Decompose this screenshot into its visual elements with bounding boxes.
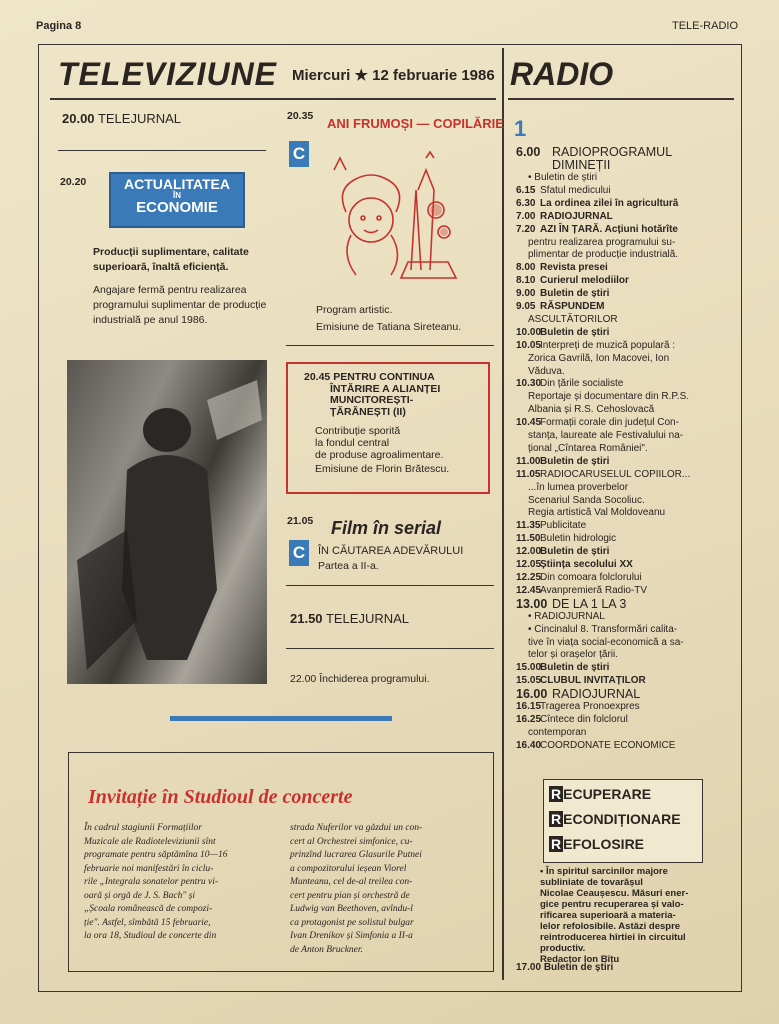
radio-entry [516, 714, 726, 726]
time: 10.00 [516, 326, 542, 338]
text: RĂSPUNDEM [540, 301, 605, 312]
radio-entry [516, 572, 726, 584]
rrr-letter: R [551, 836, 562, 852]
time: 15.00 [516, 662, 542, 674]
blue-rule [170, 716, 392, 721]
text-line: cert al Orchestrei simfonice, cu- [290, 836, 413, 847]
radio-entry [516, 611, 726, 623]
text: Buletin de știri [540, 455, 610, 467]
rrr-letter: R [551, 811, 562, 827]
text-line: ție". Astfel, sîmbătă 15 februarie, [84, 917, 211, 928]
text: Scenariul Sanda Socoliuc. [528, 494, 645, 506]
tv-entry-telejurnal-2 [290, 611, 409, 626]
concert-col1 [84, 822, 280, 944]
radio-entry [516, 546, 726, 558]
text: Buletin de știri [540, 546, 610, 558]
radio-entry [516, 598, 726, 611]
time: 10.05 [516, 339, 542, 351]
alianta-title-l2: ÎNTĂRIRE A ALIANȚEI [330, 382, 441, 395]
radio-entry [516, 172, 726, 184]
alianta-title [304, 372, 440, 418]
radio-entry [516, 237, 726, 249]
text-line: productiv. [540, 943, 586, 954]
text-line: Muzicale ale Radioteleviziunii sînt [84, 836, 216, 847]
radio-entry [516, 507, 726, 519]
tv-entry-telejurnal-1 [62, 111, 181, 126]
text: Albania și R.S. Cehoslovacă [528, 404, 655, 416]
text: telor și orașelor țării. [528, 649, 619, 661]
time: 12.25 [516, 571, 542, 583]
text: Cîntece din folclorul [540, 714, 628, 725]
text-line: Nicolae Ceaușescu. Măsuri ener- [540, 888, 689, 899]
text: DE LA 1 LA 3 [552, 596, 627, 611]
text-line: de Anton Bruckner. [290, 944, 363, 955]
text: • RADIOJURNAL [528, 610, 605, 622]
radio-entry [516, 185, 726, 197]
logo-line2: ÎN [173, 191, 181, 200]
text: RADIOJURNAL [552, 687, 641, 702]
film-time: 21.05 [287, 515, 314, 527]
text: Interpreți de muzică populară : [540, 339, 676, 351]
radio-entry [516, 662, 726, 674]
column-divider [502, 48, 504, 980]
text-line: Munteanu, cel de-al treilea con- [290, 877, 413, 887]
radio-entry [516, 327, 726, 339]
text: Avanpremieră Radio-TV [540, 584, 648, 596]
time: 9.05 [516, 301, 536, 312]
time: 16.00 [516, 687, 548, 702]
tv-entry-closing [290, 673, 430, 685]
time: 8.00 [516, 262, 536, 274]
radio-entry [516, 404, 726, 416]
text: Reportaje și documentare din R.P.S. [528, 391, 690, 403]
text-line: În cadrul stagiunii Formațiilor [84, 823, 202, 833]
time: 12.05 [516, 559, 542, 570]
alianta-title-l1: PENTRU CONTINUA [333, 371, 435, 383]
text-line: rile „Integrala sonatelor pentru vi- [84, 877, 219, 887]
text: Tragerea Pronoexpres [540, 701, 640, 713]
text-line: a compozitorului ieșean Viorel [290, 863, 407, 874]
text-line: subliniate de tovarășul [540, 877, 643, 888]
time: 12.45 [516, 584, 542, 596]
alianta-title-l4: ȚĂRĂNEȘTI (II) [330, 405, 406, 418]
time: 16.40 [516, 739, 542, 751]
time: 6.30 [516, 197, 536, 209]
concert-title: Invitație în Studioul de concerte [88, 786, 353, 808]
radio-entry [516, 482, 726, 494]
text: Publicitate [540, 520, 587, 532]
radio-entry [516, 275, 726, 287]
text: La ordinea zilei în agricultură [540, 197, 679, 209]
ani-title: ANI FRUMOȘI — COPILĂRIE [327, 116, 504, 131]
time: 13.00 [516, 596, 548, 611]
radio-entry [516, 520, 726, 532]
text-line: lelor refolosibile. Astăzi despre [540, 921, 681, 932]
time: 6.15 [516, 184, 536, 196]
radio-entry [516, 456, 726, 468]
film-title: ÎN CĂUTAREA ADEVĂRULUI [318, 545, 464, 557]
time: 11.00 [516, 455, 541, 467]
worker-photo [67, 360, 267, 684]
text: COORDONATE ECONOMICE [540, 739, 676, 751]
text: Din comoara folclorului [540, 571, 642, 583]
text: • Cincinalul 8. Transformări calita- [528, 623, 678, 635]
rrr-rest: ECUPERARE [563, 786, 652, 802]
text-line: Ivan Drenikov și Simfonia a II-a [290, 931, 413, 941]
time: 6.00 [516, 145, 541, 159]
alianta-sub [315, 425, 443, 461]
radio-entry [516, 198, 726, 210]
radio-entry [516, 624, 726, 636]
concert-col2 [290, 822, 486, 957]
radio-entry [516, 353, 726, 365]
text: Formații corale din județul Con- [540, 417, 679, 429]
radio-header-rule [508, 98, 734, 100]
radio-entry [516, 469, 726, 481]
text: Regia artistică Val Moldoveanu [528, 507, 666, 519]
divider [286, 345, 494, 346]
radio-entry [516, 443, 726, 455]
text: RADIOCARUSELUL COPIILOR... [540, 468, 691, 480]
radio-entry [516, 391, 726, 403]
radio-entry [516, 559, 726, 571]
time: 12.00 [516, 546, 542, 558]
time: 11.50 [516, 533, 541, 545]
radio-entry [516, 249, 726, 261]
section-label: TELE-RADIO [672, 20, 739, 32]
text-line: programate pentru săptămîna 10—16 [84, 850, 228, 860]
text: Buletin de știri [543, 962, 614, 973]
rrr-line1 [549, 786, 651, 802]
rrr-rest: ECONDIȚIONARE [563, 811, 681, 827]
alianta-author: Emisiune de Florin Brătescu. [315, 463, 450, 475]
time: 11.05 [516, 468, 541, 480]
child-illustration [326, 150, 460, 290]
rrr-line2 [549, 811, 681, 827]
alianta-title-l3: MUNCITOREȘTI- [330, 394, 414, 406]
text: RADIOPROGRAMUL [552, 145, 673, 159]
time: 7.20 [516, 223, 536, 235]
text: DIMINEȚII [552, 158, 611, 172]
text-line: oară și orgă de J. S. Bach" și [84, 890, 196, 901]
text-line: februarie noi manifestări în ciclu- [84, 863, 214, 874]
worker-silhouette [67, 360, 267, 684]
actualitatea-desc1: Producții suplimentare, calitate superioară, înaltă eficiență. [93, 246, 249, 273]
radio-entry [516, 288, 726, 300]
text: Zorica Gavrilă, Ion Macovei, Ion [528, 352, 670, 364]
text: pentru realizarea programului su- [528, 236, 676, 248]
text-line: reintroducerea hîrtiei în circuitul [540, 932, 686, 943]
radio-entry [516, 146, 726, 159]
text-line: strada Nuferilor va găzdui un con- [290, 823, 423, 833]
text: Buletin de știri [540, 326, 610, 338]
text: Din țările socialiste [540, 378, 624, 390]
text: plimentar de producție industrială. [528, 249, 679, 261]
radio-entry [516, 740, 726, 752]
time: 7.00 [516, 210, 536, 222]
time: 22.00 [290, 673, 317, 685]
text: tive în viața social-economică a sa- [528, 636, 684, 648]
text: stanța, laureate ale Festivalului na- [528, 430, 684, 441]
radio-entry [516, 314, 726, 326]
ani-line1: Program artistic. [316, 304, 393, 316]
text-line: gice pentru recuperarea și valo- [540, 899, 684, 910]
time: 17.00 [516, 962, 542, 973]
text-line: prinzînd lucrarea Glasurile Putnei [290, 850, 422, 860]
ani-time: 20.35 [287, 110, 314, 122]
rrr-rest: EFOLOSIRE [563, 836, 645, 852]
alianta-sub-l1: Contribuție sporită [315, 425, 401, 437]
time: 16.15 [516, 701, 542, 713]
divider [286, 648, 494, 649]
alianta-sub-l3: de produse agroalimentare. [315, 449, 444, 461]
radio-entry [516, 533, 726, 545]
film-part: Partea a II-a. [318, 560, 379, 572]
title: Închiderea programului. [319, 673, 430, 685]
radio-entry [516, 366, 726, 378]
text: AZI ÎN ȚARĂ. Acțiuni hotărîte [540, 223, 678, 235]
text-line: ca protagonist pe solistul bulgar [290, 917, 414, 928]
radio-entry [516, 688, 726, 701]
radio-entry [516, 224, 726, 236]
page-label: Pagina 8 [36, 20, 82, 32]
text: Buletin hidrologic [540, 533, 617, 545]
radio-entry [516, 159, 726, 172]
time: 11.35 [516, 520, 541, 532]
text: CLUBUL INVITAȚILOR [540, 675, 646, 687]
time: 15.05 [516, 675, 542, 687]
radio-entry [516, 301, 726, 313]
program-number: 1 [514, 116, 527, 141]
radio-entry [516, 417, 726, 429]
rrr-line3 [549, 836, 644, 852]
radio-entry [516, 340, 726, 352]
radio-entry-last [516, 962, 613, 973]
text: Curierul melodiilor [540, 275, 629, 287]
radio-entry [516, 649, 726, 661]
actualitatea-desc2: Angajare fermă pentru realizarea programului suplimentar de producție industrială pe anul 1986. [93, 284, 267, 326]
radio-entry [516, 701, 726, 713]
text: Buletin de știri [540, 288, 610, 300]
text-line: rificarea superioară a materia- [540, 910, 676, 921]
title: TELEJURNAL [325, 611, 410, 626]
text: Văduva. [528, 365, 565, 377]
time: 20.00 [62, 111, 95, 126]
text: ...în lumea proverbelor [528, 481, 629, 493]
tv-title: TELEVIZIUNE [58, 56, 278, 92]
text-line: cert pentru pian și orchestră de [290, 890, 410, 901]
divider [58, 150, 266, 151]
radio-title: RADIO [510, 56, 614, 92]
divider [286, 585, 494, 586]
text: Știința secolului XX [540, 559, 633, 570]
text: RADIOJURNAL [540, 210, 613, 222]
radio-entry [516, 430, 726, 442]
text-line: Ludwig van Beethoven, avîndu-l [290, 904, 413, 914]
alianta-time: 20.45 [304, 371, 331, 383]
logo-line1: ACTUALITATEA [123, 176, 231, 192]
text: contemporan [528, 726, 587, 738]
rrr-description [540, 866, 726, 965]
text: țional „Cîntarea României". [528, 442, 648, 454]
radio-entry [516, 585, 726, 597]
title: TELEJURNAL [97, 111, 182, 126]
tv-header-rule [50, 98, 496, 100]
actualitatea-logo [109, 172, 245, 228]
actualitatea-time: 20.20 [60, 176, 87, 188]
time: 16.25 [516, 714, 542, 725]
girl-drawing-icon [326, 150, 460, 290]
time: 10.45 [516, 417, 542, 429]
text-line: Redactor Ion Bîtu [540, 954, 620, 965]
film-logo: Film în serial [331, 518, 442, 538]
time: 10.30 [516, 378, 542, 390]
color-badge: C [289, 141, 309, 167]
text: ASCULTĂTORILOR [528, 313, 618, 325]
text: Buletin de știri [540, 662, 610, 674]
logo-line3: ECONOMIE [136, 199, 218, 216]
color-badge: C [289, 540, 309, 566]
ani-line2: Emisiune de Tatiana Sireteanu. [316, 321, 462, 333]
radio-entry [516, 637, 726, 649]
rrr-letter: R [551, 786, 562, 802]
radio-entry [516, 675, 726, 687]
text-line: • În spiritul sarcinilor majore [540, 866, 668, 877]
rrr-logo [543, 779, 703, 863]
radio-entry [516, 378, 726, 390]
text: Sfatul medicului [540, 184, 611, 196]
text: • Buletin de știri [528, 172, 598, 183]
radio-entry [516, 727, 726, 739]
text: Revista presei [540, 262, 608, 274]
time: 9.00 [516, 288, 536, 300]
tv-date: Miercuri ★ 12 februarie 1986 [292, 67, 495, 84]
time: 21.50 [290, 611, 323, 626]
time: 8.10 [516, 275, 536, 287]
text-line: la ora 18, Studioul de concerte din [84, 931, 217, 941]
radio-entry [516, 211, 726, 223]
radio-entry [516, 495, 726, 507]
alianta-sub-l2: la fondul central [315, 437, 390, 449]
text-line: „Școala românească de compozi- [84, 904, 213, 914]
radio-entry [516, 262, 726, 274]
